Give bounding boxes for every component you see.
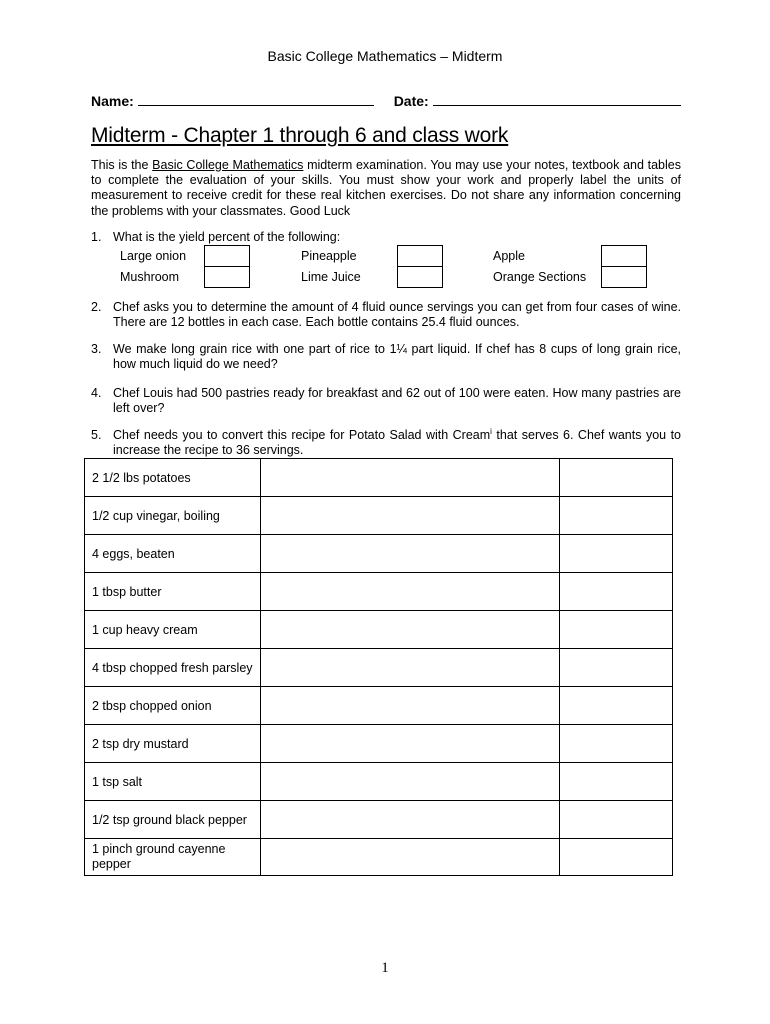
intro-text-before: This is the [91, 158, 153, 172]
ingredient-cell: 1 cup heavy cream [85, 611, 261, 649]
work-cell[interactable] [261, 535, 560, 573]
name-label: Name: [91, 93, 134, 109]
table-row [85, 573, 673, 611]
ingredient-cell: 1 tsp salt [85, 763, 261, 801]
yield-answer-box[interactable] [204, 266, 250, 288]
question-number: 5. [91, 428, 102, 442]
ingredient-cell: 4 eggs, beaten [85, 535, 261, 573]
table-row [85, 687, 673, 725]
yield-item-label: Orange Sections [493, 270, 587, 284]
work-cell[interactable] [261, 573, 560, 611]
work-cell[interactable] [261, 725, 560, 763]
answer-cell[interactable] [560, 763, 673, 801]
question-3 [91, 342, 681, 372]
ingredient-cell: 2 1/2 lbs potatoes [85, 459, 261, 497]
question-text-part: Chef needs you to convert this recipe for Potato Salad with Cream [113, 428, 491, 442]
yield-item-label: Large onion [120, 249, 187, 263]
answer-cell[interactable] [560, 649, 673, 687]
question-text: Chef asks you to determine the amount of 4 fluid ounce servings you can get from four cases of wine. There are 12 bottles in each case. Each bottle contains 25.4 fluid ounces. [113, 300, 681, 330]
question-text: Chef Louis had 500 pastries ready for breakfast and 62 out of 100 were eaten. How many pastries are left over? [113, 386, 681, 416]
work-cell[interactable] [261, 687, 560, 725]
answer-cell[interactable] [560, 497, 673, 535]
question-text-part: that serves 6. Chef wants you to increase the recipe to 36 servings. [113, 428, 681, 458]
yield-item-label: Apple [493, 249, 525, 263]
table-row [85, 725, 673, 763]
question-text: What is the yield percent of the following: [113, 230, 341, 244]
answer-cell[interactable] [560, 573, 673, 611]
ingredient-cell: 1 pinch ground cayenne pepper [85, 839, 261, 876]
yield-grid [0, 245, 770, 289]
answer-cell[interactable] [560, 535, 673, 573]
ingredient-cell: 4 tbsp chopped fresh parsley [85, 649, 261, 687]
yield-item-label: Lime Juice [301, 270, 361, 284]
work-cell[interactable] [261, 801, 560, 839]
question-4 [91, 386, 681, 416]
question-number: 3. [91, 342, 102, 356]
table-row [85, 611, 673, 649]
page-number: 1 [381, 960, 389, 976]
date-field[interactable] [433, 93, 681, 106]
name-field[interactable] [138, 93, 374, 106]
answer-cell[interactable] [560, 839, 673, 876]
work-cell[interactable] [261, 611, 560, 649]
intro-text-after: midterm examination. You may use your notes, textbook and tables to complete the evaluation of your skills. You must show your work and properly label the units of measurement to receive credit for these real kitchen exercises. Do not share any information concerning the problems with your classmates. Good Luck [91, 158, 681, 218]
answer-cell[interactable] [560, 611, 673, 649]
work-cell[interactable] [261, 763, 560, 801]
yield-item-label: Pineapple [301, 249, 357, 263]
ingredient-cell: 1/2 cup vinegar, boiling [85, 497, 261, 535]
work-cell[interactable] [261, 459, 560, 497]
document-header: Basic College Mathematics – Midterm [267, 48, 503, 64]
work-cell[interactable] [261, 497, 560, 535]
answer-cell[interactable] [560, 687, 673, 725]
name-date-row [91, 93, 691, 109]
question-number: 4. [91, 386, 102, 400]
table-row [85, 459, 673, 497]
page-title: Midterm - Chapter 1 through 6 and class work [91, 124, 509, 147]
footnote-marker: i [490, 427, 492, 436]
answer-cell[interactable] [560, 801, 673, 839]
question-text [113, 428, 681, 458]
table-row [85, 649, 673, 687]
yield-item-label: Mushroom [120, 270, 180, 284]
question-number: 2. [91, 300, 102, 314]
yield-answer-box[interactable] [204, 245, 250, 267]
ingredient-cell: 1/2 tsp ground black pepper [85, 801, 261, 839]
table-row [85, 497, 673, 535]
ingredient-cell: 2 tsp dry mustard [85, 725, 261, 763]
answer-cell[interactable] [560, 725, 673, 763]
yield-answer-box[interactable] [397, 245, 443, 267]
table-row [85, 535, 673, 573]
course-name: Basic College Mathematics [152, 158, 304, 172]
yield-answer-box[interactable] [397, 266, 443, 288]
yield-answer-box[interactable] [601, 266, 647, 288]
table-row [85, 763, 673, 801]
work-cell[interactable] [261, 839, 560, 876]
question-number: 1. [91, 230, 102, 244]
work-cell[interactable] [261, 649, 560, 687]
ingredient-cell: 2 tbsp chopped onion [85, 687, 261, 725]
table-row [85, 839, 673, 876]
question-2 [91, 300, 681, 330]
answer-cell[interactable] [560, 459, 673, 497]
question-1 [91, 230, 681, 245]
recipe-table [84, 458, 673, 876]
question-text: We make long grain rice with one part of rice to 1¼ part liquid. If chef has 8 cups of long grain rice, how much liquid do we need? [113, 342, 681, 372]
table-row [85, 801, 673, 839]
yield-answer-box[interactable] [601, 245, 647, 267]
intro-paragraph [91, 158, 681, 219]
date-label: Date: [393, 93, 429, 109]
ingredient-cell: 1 tbsp butter [85, 573, 261, 611]
question-5 [91, 428, 681, 458]
